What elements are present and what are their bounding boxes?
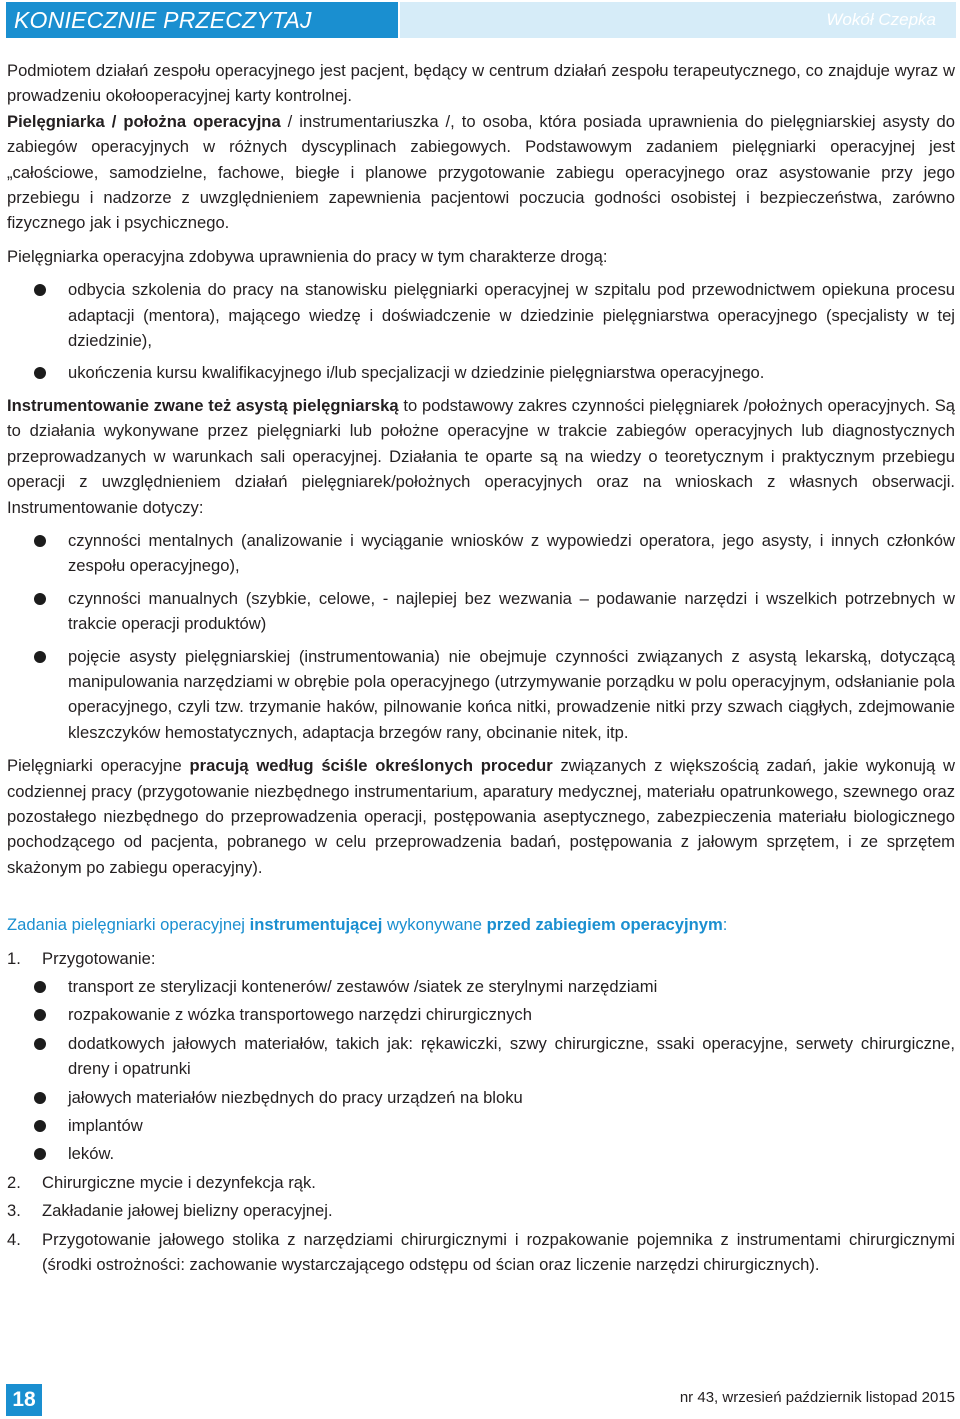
list-item: transport ze sterylizacji kontenerów/ zestawów /siatek ze sterylnymi narzędziami bbox=[7, 974, 955, 999]
step-number: 4. bbox=[7, 1229, 21, 1249]
preparation-list bbox=[7, 974, 955, 1167]
page-number: 18 bbox=[6, 1384, 42, 1416]
list-item: ukończenia kursu kwalifikacyjnego i/lub specjalizacji w dziedzinie pielęgniarstwa operacyjnego. bbox=[7, 360, 955, 385]
header-title: KONIECZNIE PRZECZYTAJ bbox=[6, 2, 398, 38]
step-text: Przygotowanie: bbox=[42, 948, 156, 968]
step-text: Zakładanie jałowej bielizny operacyjnej. bbox=[42, 1201, 333, 1221]
instrumenting-text: to podstawowy zakres czynności pielęgniarek /położnych operacyjnych. Są to działania wykonywane przez pielęgniarki lub położne operacyjne w trakcie zabiegów operacyjnych lub diagnostycznych przeprowadzanych w warunkach sali operacyjnej. Działania te oparte są na wiedzy o teoretycznym i praktycznym przebiegu operacji z uwzględnieniem działań pielęgniarek/położnych operacyjnych oraz na wnioskach z własnych obserwacji. Instrumentowanie dotyczy: bbox=[7, 395, 955, 517]
paragraph-nurse-definition bbox=[7, 109, 955, 236]
issue-footer: nr 43, wrzesień październik listopad 2015 bbox=[679, 1389, 955, 1406]
article-body bbox=[7, 58, 955, 1277]
step-item bbox=[7, 946, 955, 971]
tasks-heading-bold: instrumentującej bbox=[249, 915, 383, 935]
procedures-text-a: Pielęgniarki operacyjne bbox=[7, 756, 190, 776]
steps-list-continued bbox=[7, 1170, 955, 1278]
nurse-definition-bold: Pielęgniarka / położna operacyjna bbox=[7, 111, 281, 131]
paragraph-procedures bbox=[7, 753, 955, 880]
instrumenting-bold: Instrumentowanie zwane też asystą pielęgniarską bbox=[7, 395, 399, 415]
step-item bbox=[7, 1170, 955, 1195]
list-item: dodatkowych jałowych materiałów, takich jak: rękawiczki, szwy chirurgiczne, ssaki operacyjne, serwety chirurgiczne, dreny i opatrunki bbox=[7, 1031, 955, 1082]
list-item: implantów bbox=[7, 1113, 955, 1138]
step-item bbox=[7, 1227, 955, 1278]
tasks-heading-part: wykonywane bbox=[382, 915, 487, 935]
list-item: jałowych materiałów niezbędnych do pracy urządzeń na bloku bbox=[7, 1085, 955, 1110]
step-text: Przygotowanie jałowego stolika z narzędziami chirurgicznymi i rozpakowanie pojemnika z instrumentami chirurgicznymi (środki ostrożności: zachowanie wystarczającego odstępu od ścian oraz liczenie narzędzi chirurgicznych). bbox=[42, 1229, 955, 1275]
list-item: rozpakowanie z wózka transportowego narzędzi chirurgicznych bbox=[7, 1002, 955, 1027]
list-item: czynności manualnych (szybkie, celowe, - najlepiej bez wezwania – podawanie narzędzi i wszelkich potrzebnych w trakcie operacji produktów) bbox=[7, 586, 955, 637]
instrumenting-list bbox=[7, 528, 955, 745]
list-item: odbycia szkolenia do pracy na stanowisku pielęgniarki operacyjnej w szpitalu pod przewodnictwem opiekuna procesu adaptacji (mentora), mającego wiedzę i doświadczenie w dziedzinie pielęgniarstwa operacyjnego (specjalisty w tej dziedzinie), bbox=[7, 277, 955, 353]
step-text: Chirurgiczne mycie i dezynfekcja rąk. bbox=[42, 1172, 316, 1192]
tasks-heading bbox=[7, 912, 955, 937]
list-item: leków. bbox=[7, 1141, 955, 1166]
procedures-text-c: związanych z większością zadań, jakie wykonują w codziennej pracy (przygotowanie niezbędnego instrumentarium, aparatury medycznej, materiału opatrunkowego, szewnego oraz pozostałego niezbędnego do przeprowadzenia operacji, postępowania aseptycznego, zabezpieczenia materiału biologicznego pochodzącego od pacjenta, pobranego w celu przeprowadzenia badań, postępowania z jałowym sprzętem, i ze sprzętem skażonym po zabiegu operacyjny). bbox=[7, 756, 955, 877]
steps-list bbox=[7, 946, 955, 971]
tasks-heading-part: Zadania pielęgniarki operacyjnej bbox=[7, 915, 250, 935]
paragraph-qualification: Pielęgniarka operacyjna zdobywa uprawnienia do pracy w tym charakterze drogą: bbox=[7, 246, 608, 266]
paragraph-instrumenting bbox=[7, 393, 955, 520]
list-item: czynności mentalnych (analizowanie i wyciąganie wniosków z wypowiedzi operatora, jego asysty, i innych członków zespołu operacyjnego), bbox=[7, 528, 955, 579]
step-number: 2. bbox=[7, 1172, 21, 1192]
paragraph-intro: Podmiotem działań zespołu operacyjnego jest pacjent, będący w centrum działań zespołu terapeutycznego, co znajduje wyraz w prowadzeniu okołooperacyjnej karty kontrolnej. bbox=[7, 61, 955, 106]
step-number: 1. bbox=[7, 948, 21, 968]
tasks-heading-bold: przed zabiegiem operacyjnym bbox=[486, 915, 723, 935]
header-section: Wokół Czepka bbox=[400, 2, 956, 38]
tasks-heading-part: : bbox=[722, 915, 728, 935]
procedures-bold: pracują według ściśle określonych procedur bbox=[189, 756, 553, 776]
step-number: 3. bbox=[7, 1201, 21, 1221]
qualification-list bbox=[7, 277, 955, 386]
step-item bbox=[7, 1198, 955, 1223]
list-item: pojęcie asysty pielęgniarskiej (instrumentowania) nie obejmuje czynności związanych z asystą lekarską, dotyczącą manipulowania narzędziami w obrębie pola operacyjnego (utrzymywanie porządku w polu operacyjnym, odsłanianie pola operacyjnego, czyli tzw. trzymanie haków, pilnowanie końca nitki, prowadzenie nitki przy szwach ciągłych, zdejmowanie kleszczyków hemostatycznych, adaptacja brzegów rany, obcinanie nitek, itp. bbox=[7, 644, 955, 746]
nurse-definition-text: / instrumentariuszka /, to osoba, która posiada uprawnienia do pielęgniarskiej asysty do zabiegów operacyjnych w różnych dyscyplinach zabiegowych. Podstawowym zadaniem pielęgniarki operacyjnej jest „całościowe, samodzielne, fachowe, biegłe i planowe przygotowanie zabiegu operacyjnego oraz asystowanie przy jego przebiegu i nadzorze z uwzględnieniem zapewnienia pacjentowi poczucia godności osobistej i bezpieczeństwa, zarówno fizycznego jak i psychicznego. bbox=[7, 111, 956, 233]
